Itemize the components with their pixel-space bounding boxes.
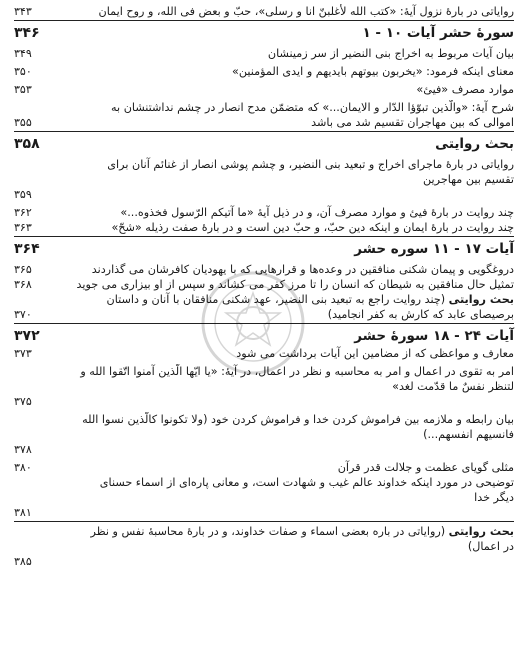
heading-page-number: ۳۴۶ — [14, 25, 40, 41]
toc-entry — [14, 262, 514, 277]
section-heading — [14, 134, 514, 154]
page-number: ۳۶۲ — [14, 206, 32, 219]
entry-text: دیگر خدا — [474, 491, 514, 504]
entry-text: روایاتی در بارهٔ ماجرای اخراج و تبعید بنی النضیر، و چشم پوشی انصار از غنائم آنان برای — [107, 158, 514, 171]
heading-page-number: ۳۶۴ — [14, 241, 40, 257]
page-number: ۳۸۱ — [14, 506, 32, 519]
page-number: ۳۵۹ — [14, 188, 32, 201]
toc-entry — [14, 346, 514, 361]
entry-text: چند روایت در بارهٔ فییٔ و موارد مصرف آن، و در ذیل آیهٔ «ما آتیکم الرّسول فخذوه...» — [120, 206, 514, 219]
section-heading — [14, 23, 514, 43]
heading-text: سورهٔ حشر آیات ۱۰ - ۱ — [362, 25, 514, 41]
heading-text: آیات ۲۴ - ۱۸ سورهٔ حشر — [354, 328, 514, 344]
table-of-contents — [14, 4, 514, 664]
page-number: ۳۴۹ — [14, 47, 32, 60]
entry-text: برصیصای عابد که کارش به کفر انجامید) — [327, 308, 514, 321]
entry-text: چند روایت در بارهٔ ایمان و اینکه دین حبّ، و حبّ دین است و در بارهٔ صفت رذیله «شحّ» — [111, 221, 514, 234]
entry-text: لتنظر نفسٌ ما قدّمت لغد» — [392, 380, 514, 393]
bahth-label: بحث روایتی — [448, 525, 514, 538]
page-number: ۳۶۵ — [14, 263, 32, 276]
page-number: ۳۶۸ — [14, 278, 32, 291]
entry-text: مثلی گویای عظمت و جلالت قدر قرآن — [337, 461, 514, 474]
toc-entry — [14, 220, 514, 235]
toc-entry — [14, 307, 514, 322]
toc-entry — [14, 277, 514, 292]
bahth-text: (روایاتی در باره بعضی اسماء و صفات خداوند، و در بارهٔ محاسبهٔ نفس و نظر — [90, 525, 449, 538]
page-number: ۳۶۳ — [14, 221, 32, 234]
divider — [14, 131, 514, 132]
entry-text: موارد مصرف «فییٔ» — [416, 83, 514, 96]
page-number: ۳۷۰ — [14, 308, 32, 321]
toc-entry — [14, 46, 514, 61]
page-number: ۳۷۵ — [14, 395, 32, 408]
toc-entry — [14, 82, 514, 97]
entry-text: توضیحی در مورد اینکه خداوند عالم غیب و شهادت است، و معانی پاره‌ای از اسماء حسنای — [99, 476, 514, 489]
entry-text: شرح آیهٔ: «والّذین تبوّؤا الدّار و الایمان...» که متضمّن مدح انصار در چشم نداشتنشان به — [111, 101, 514, 114]
page-number: ۳۵۳ — [14, 83, 32, 96]
entry-text: معنای اینکه فرمود: «یخربون بیوتهم بایدیهم و ایدی المؤمنین» — [232, 65, 514, 78]
heading-text: آیات ۱۷ - ۱۱ سوره حشر — [354, 241, 514, 257]
section-heading — [14, 239, 514, 259]
bahth-label: بحث روایتی — [448, 293, 514, 306]
entry-text: تقسیم بین مهاجرین — [423, 173, 514, 186]
page-number: ۳۴۳ — [14, 5, 32, 18]
page-number: ۳۵۰ — [14, 65, 32, 78]
bahth-text: (چند روایت راجع به تبعید بنی النضیر، عهد شکنی منافقان با آنان و داستان — [106, 293, 449, 306]
divider — [14, 323, 514, 324]
toc-entry — [14, 205, 514, 220]
divider — [14, 236, 514, 237]
entry-text: اموالی که بین مهاجران تقسیم شد می باشد — [311, 116, 514, 129]
entry-text: فانسیهم انفسهم...) — [423, 428, 514, 441]
heading-text: بحث روایتی — [435, 136, 514, 152]
page-number: ۳۷۸ — [14, 443, 32, 456]
page-number: ۳۸۰ — [14, 461, 32, 474]
entry-text — [14, 292, 514, 307]
heading-page-number: ۳۵۸ — [14, 136, 40, 152]
entry-text: امر به تقوی در اعمال و امر به محاسبه و نظر در اعمال، در آیهٔ: «یا ایّها الّذین آمنوا اتّقوا الله و — [80, 365, 514, 378]
toc-entry — [14, 64, 514, 79]
entry-text: در اعمال) — [467, 540, 514, 553]
heading-page-number: ۳۷۲ — [14, 328, 40, 344]
entry-text: بیان آیات مربوط به اخراج بنی النضیر از سر زمینشان — [267, 47, 514, 60]
entry-text: تمثیل حال منافقین به شیطان که انسان را تا مرز کفر می کشاند و سپس از او بیزاری می جوید — [76, 278, 514, 291]
entry-text: معارف و مواعظی که از مضامین این آیات برداشت می شود — [236, 347, 514, 360]
divider — [14, 20, 514, 21]
toc-entry — [14, 460, 514, 475]
page-number: ۳۵۵ — [14, 116, 32, 129]
entry-text: روایاتی در بارهٔ نزول آیهٔ: «کتب الله لأغلبنّ انا و رسلی»، حبّ و بعض فی الله، و روح ایمان — [98, 5, 514, 18]
toc-entry — [14, 4, 514, 19]
entry-text: دروغگویی و پیمان شکنی منافقین در وعده‌ها و قرارهایی که با یهودیان کافرشان می گذاردند — [91, 263, 514, 276]
entry-text: بیان رابطه و ملازمه بین فراموش کردن خدا و فراموش کردن خود (ولا تکونوا کالّذین نسوا الله — [82, 413, 514, 426]
divider — [14, 521, 514, 522]
toc-entry — [14, 115, 514, 130]
page-number: ۳۸۵ — [14, 555, 32, 568]
section-heading — [14, 326, 514, 346]
page-number: ۳۷۳ — [14, 347, 32, 360]
entry-text — [14, 524, 514, 539]
